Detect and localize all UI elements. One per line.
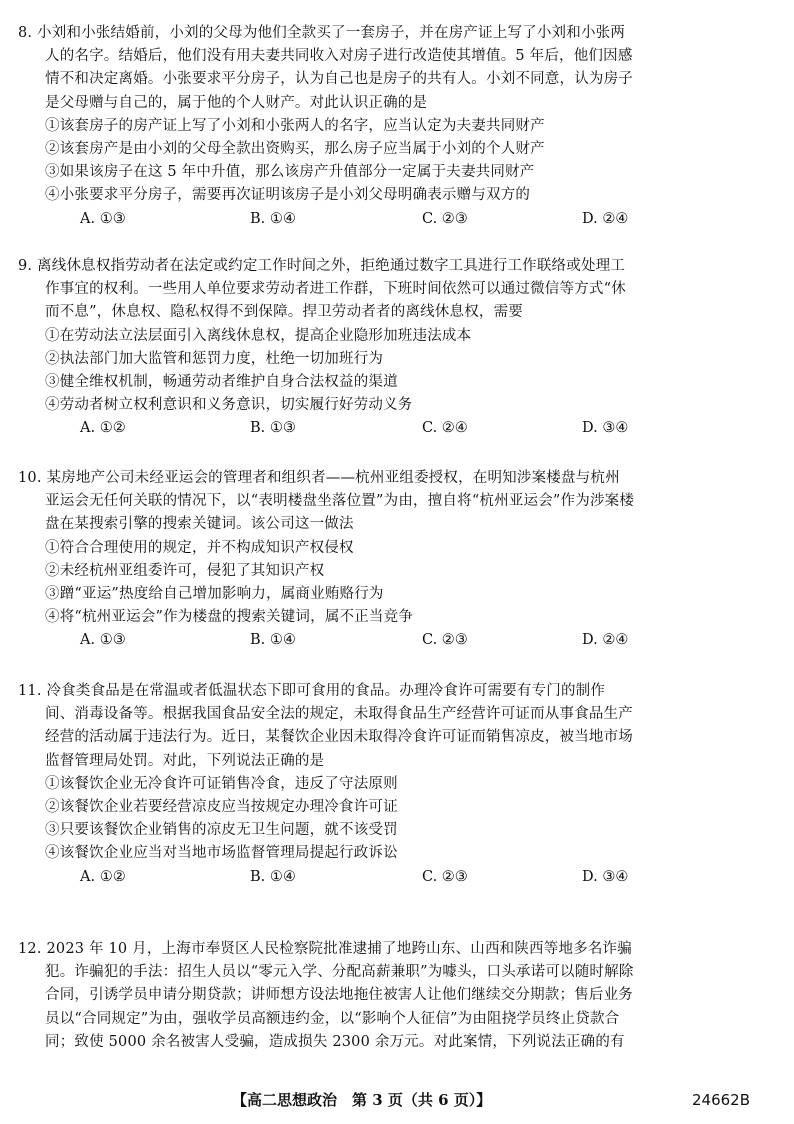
- answer-choice-b: B. ①④: [250, 632, 296, 649]
- statement-option: ②未经杭州亚组委许可，侵犯了其知识产权: [45, 562, 325, 579]
- answer-choice-b: B. ①④: [250, 210, 296, 227]
- question-stem-line: 11. 冷食类食品是在常温或者低温状态下即可食用的食品。办理冷食许可需要有专门的制作: [18, 683, 606, 699]
- question-stem-line: 作事宜的权利。一些用人单位要求劳动者进工作群，下班时间依然可以通过微信等方式“休: [45, 281, 626, 298]
- answer-choice-c: C. ②③: [422, 868, 468, 885]
- answer-choice-a: A. ①③: [80, 210, 126, 227]
- question-stem-line: 盘在某搜索引擎的搜索关键词。该公司这一做法: [45, 516, 354, 533]
- question-stem-line: 经营的活动属于违法行为。近日，某餐饮企业因未取得冷食许可证而销售凉皮，被当地市场: [45, 729, 633, 746]
- question-stem-line: 12. 2023 年 10 月，上海市奉贤区人民检察院批准逮捕了地跨山东、山西和陕西等地多名诈骗: [18, 941, 632, 957]
- answer-choice-a: A. ①③: [80, 632, 126, 649]
- answer-choice-a: A. ①②: [80, 868, 126, 885]
- question-8: [18, 22, 778, 231]
- question-stem-line: 员以“合同规定”为由，强收学员高额违约金，以“影响个人征信”为由阻挠学员终止贷款合: [45, 1010, 620, 1027]
- statement-option: ③蹭“亚运”热度给自己增加影响力，属商业贿赂行为: [45, 586, 384, 603]
- question-10: [18, 467, 778, 653]
- answer-choice-c: C. ②④: [422, 420, 468, 437]
- question-stem-line: 8. 小刘和小张结婚前，小刘的父母为他们全款买了一套房子，并在房产证上写了小刘和小张两: [18, 25, 626, 41]
- answer-choices: [18, 866, 778, 889]
- question-12: [18, 938, 778, 1054]
- statement-option: ②该餐饮企业若要经营凉皮应当按规定办理冷食许可证: [45, 799, 398, 816]
- answer-choice-d: D. ③④: [582, 420, 629, 437]
- statement-option: ③只要该餐饮企业销售的凉皮无卫生问题，就不该受罚: [45, 822, 398, 839]
- statement-option: ④小张要求平分房子，需要再次证明该房子是小刘父母明确表示赠与双方的: [45, 187, 531, 204]
- answer-choice-d: D. ③④: [582, 868, 629, 885]
- answer-choice-b: B. ①④: [250, 868, 296, 885]
- question-stem-line: 合同，引诱学员申请分期贷款；讲师想方设法地拖住被害人让他们继续交分期款；售后业务: [45, 987, 633, 1004]
- statement-option: ④该餐饮企业应当对当地市场监督管理局提起行政诉讼: [45, 845, 398, 862]
- statement-option: ①在劳动法立法层面引入离线休息权，提高企业隐形加班违法成本: [45, 327, 472, 344]
- statement-option: ①符合合理使用的规定，并不构成知识产权侵权: [45, 539, 354, 556]
- answer-choice-d: D. ②④: [582, 210, 629, 227]
- statement-option: ①该套房子的房产证上写了小刘和小张两人的名字，应当认定为夫妻共同财产: [45, 117, 545, 134]
- statement-option: ①该餐饮企业无冷食许可证销售冷食，违反了守法原则: [45, 775, 398, 792]
- footer-title: 【高二思想政治 第 3 页（共 6 页）】: [232, 1091, 492, 1109]
- question-stem-line: 人的名字。结婚后，他们没有用夫妻共同收入对房子进行改造使其增值。5 年后，他们因感: [45, 48, 633, 65]
- answer-choices: [18, 629, 778, 652]
- answer-choice-d: D. ②④: [582, 632, 629, 649]
- question-stem-line: 10. 某房地产公司未经亚运会的管理者和组织者——杭州亚组委授权，在明知涉案楼盘与杭州: [18, 470, 620, 486]
- statement-option: ②该套房产是由小刘的父母全款出资购买，那么房子应当属于小刘的个人财产: [45, 141, 545, 158]
- question-stem-line: 而不息”，休息权、隐私权得不到保障。捍卫劳动者者的离线休息权，需要: [45, 304, 524, 321]
- question-11: [18, 680, 778, 889]
- statement-option: ④劳动者树立权利意识和义务意识，切实履行好劳动义务: [45, 397, 413, 414]
- answer-choice-b: B. ①③: [250, 420, 296, 437]
- statement-option: ②执法部门加大监管和惩罚力度，杜绝一切加班行为: [45, 350, 384, 367]
- question-stem-line: 情不和决定离婚。小张要求平分房子，认为自己也是房子的共有人。小刘不同意，认为房子: [45, 71, 633, 88]
- statement-option: ③健全维权机制，畅通劳动者维护自身合法权益的渠道: [45, 374, 398, 391]
- answer-choice-c: C. ②③: [422, 210, 468, 227]
- question-stem-line: 犯。诈骗犯的手法：招生人员以“零元入学、分配高薪兼职”为噱头，口头承诺可以随时解除: [45, 964, 634, 981]
- question-stem-line: 同；致使 5000 余名被害人受骗，造成损失 2300 余万元。对此案情，下列说法正确的有: [45, 1033, 625, 1050]
- question-9: [18, 255, 778, 441]
- question-stem-line: 9. 离线休息权指劳动者在法定或约定工作时间之外，拒绝通过数字工具进行工作联络或处理工: [18, 258, 626, 274]
- answer-choice-a: A. ①②: [80, 420, 126, 437]
- answer-choices: [18, 417, 778, 440]
- statement-option: ④将“杭州亚运会”作为楼盘的搜索关键词，属不正当竞争: [45, 609, 414, 626]
- footer-exam-code: 24662B: [692, 1091, 751, 1109]
- statement-option: ③如果该房子在这 5 年中升值，那么该房产升值部分一定属于夫妻共同财产: [45, 164, 535, 181]
- question-stem-line: 间、消毒设备等。根据我国食品安全法的规定，未取得食品生产经营许可证而从事食品生产: [45, 706, 633, 723]
- question-stem-line: 监督管理局处罚。对此，下列说法正确的是: [45, 752, 325, 769]
- answer-choices: [18, 208, 778, 231]
- answer-choice-c: C. ②③: [422, 632, 468, 649]
- question-stem-line: 是父母赠与自己的，属于他的个人财产。对此认识正确的是: [45, 94, 428, 111]
- question-stem-line: 亚运会无任何关联的情况下，以“表明楼盘坐落位置”为由，擅自将“杭州亚运会”作为涉案楼: [45, 493, 635, 510]
